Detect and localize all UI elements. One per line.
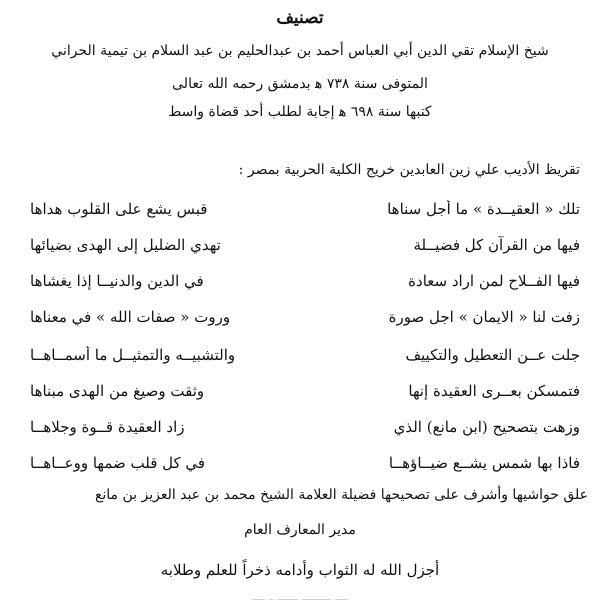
prayer-line: أجزل الله له الثواب وأدامه ذخراً للعلم وطلابه xyxy=(160,561,440,579)
verse-7-second-hemistich: زاد العقيدة قــوة وجلاهــا xyxy=(30,418,185,436)
verse-7 xyxy=(30,416,580,438)
verse-1-second-hemistich: قبس يشع على القلوب هداها xyxy=(30,200,208,218)
verse-4-first-hemistich: زفت لنا « الايمان » اجل صورة xyxy=(388,308,580,326)
verse-7-first-hemistich: وزهت بتصحيح (ابن مانع) الذي xyxy=(393,418,580,436)
verse-6-second-hemistich: وثقت وصيغ من الهدى مبناها xyxy=(30,382,205,400)
verse-8 xyxy=(30,452,580,474)
death-line: المتوفى سنة ٧٣٨ ﻫ بدمشق رحمه الله تعالى xyxy=(172,76,428,92)
verse-2 xyxy=(30,234,580,256)
editor-note-line: علق حواشيها وأشرف على تصحيحها فضيلة العلامة الشيخ محمد بن عبد العزيز بن مانع xyxy=(94,487,588,503)
editor-position-line: مدير المعارف العام xyxy=(244,522,356,538)
verse-6-first-hemistich: فتمسكن بعــرى العقيدة إنها xyxy=(408,382,580,400)
verse-1-first-hemistich: تلك « العقيــدة » ما أجل سناها xyxy=(387,200,580,218)
verse-8-first-hemistich: فاذا بها شمس يشــع ضيــاؤهــا xyxy=(388,454,580,472)
verse-4 xyxy=(30,306,580,328)
verse-6 xyxy=(30,380,580,402)
verse-5-second-hemistich: والتشبيــه والتمثيــل ما أسمــاهــا xyxy=(30,346,236,364)
author-line: شيخ الإسلام تقي الدين أبي العباس أحمد بن عبدالحليم بن عبد السلام بن تيمية الحراني xyxy=(51,43,549,59)
verse-4-second-hemistich: وروت « صفات الله » في معناها xyxy=(30,308,231,326)
verse-3-first-hemistich: فيها الفــلاح لمن اراد سعادة xyxy=(408,272,580,290)
verse-3 xyxy=(30,270,580,292)
cut-off-line: ـــ ـــــــ ـــــ ـ ـــ xyxy=(252,590,348,600)
verse-5 xyxy=(30,344,580,366)
verse-2-first-hemistich: فيها من القرآن كل فضيــلة xyxy=(413,236,580,254)
verse-5-first-hemistich: جلت عــن التعطيل والتكييف xyxy=(405,346,580,364)
written-line: كتبها سنة ٦٩٨ ﻫ إجابة لطلب أحد قضاة واسط xyxy=(168,104,432,120)
verse-1 xyxy=(30,198,580,220)
verse-2-second-hemistich: تهدي الضليل إلى الهدى بضيائها xyxy=(30,236,221,254)
document-title: تصنيف xyxy=(276,8,324,28)
verse-3-second-hemistich: في الدين والدنيــا إذا يغشاها xyxy=(30,272,204,290)
intro-line: تقريظ الأديب علي زين العابدين خريج الكلية الحربية بمصر : xyxy=(238,162,580,178)
verse-8-second-hemistich: في كل قلب ضمها ووعــاهــا xyxy=(30,454,206,472)
